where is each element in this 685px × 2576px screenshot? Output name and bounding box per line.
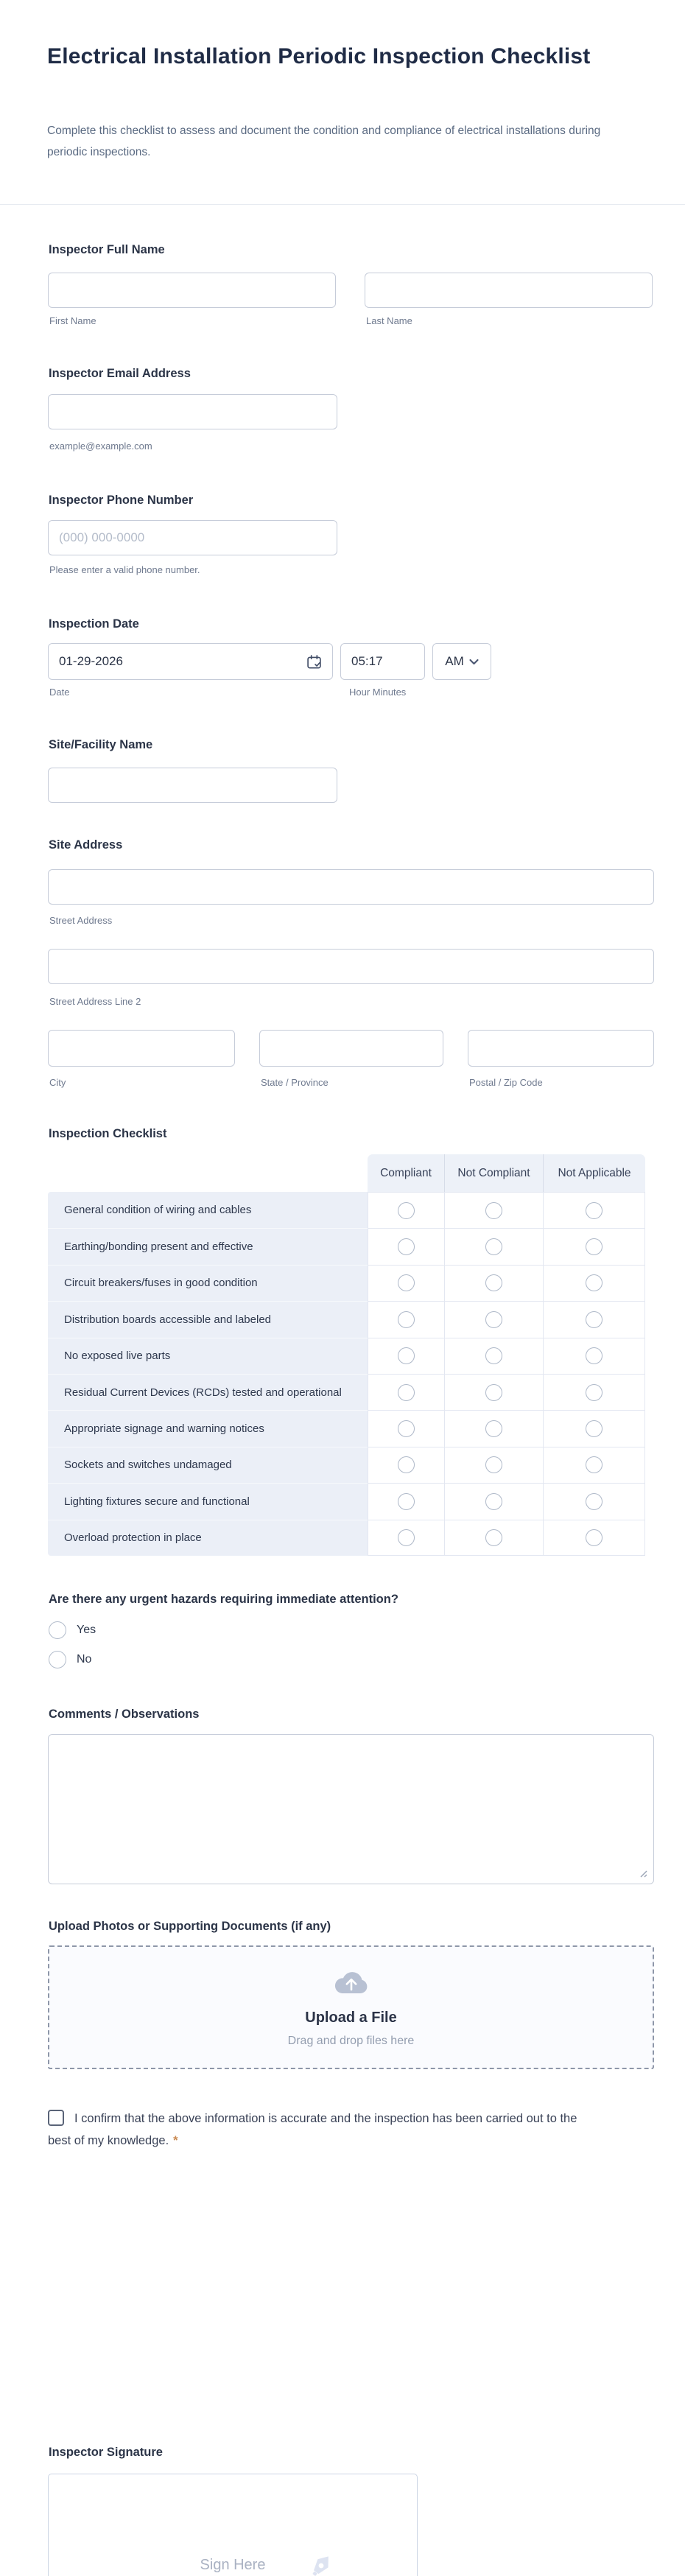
checklist-radio-button[interactable] xyxy=(485,1202,502,1219)
checklist-radio-button[interactable] xyxy=(485,1493,502,1510)
site-address-label: Site Address xyxy=(49,838,123,852)
hazards-yes-label: Yes xyxy=(77,1624,96,1636)
full-name-label: Inspector Full Name xyxy=(49,243,165,256)
checklist-radio-button[interactable] xyxy=(485,1238,502,1255)
checklist-radio-button[interactable] xyxy=(398,1384,415,1401)
checklist-radio-button[interactable] xyxy=(485,1274,502,1291)
required-asterisk: * xyxy=(173,2134,178,2147)
hazards-no-label: No xyxy=(77,1653,92,1666)
confirmation-row xyxy=(48,2108,597,2152)
checklist-radio-cell xyxy=(368,1410,444,1446)
upload-title: Upload a File xyxy=(305,2010,397,2026)
signature-label: Inspector Signature xyxy=(49,2446,163,2459)
checklist-radio-button[interactable] xyxy=(485,1529,502,1546)
textarea-resize-handle[interactable] xyxy=(638,1868,648,1878)
checklist-radio-cell xyxy=(543,1338,645,1374)
street-address2-input[interactable] xyxy=(48,949,654,984)
phone-input[interactable] xyxy=(48,520,337,555)
checklist-radio-cell xyxy=(444,1338,543,1374)
comments-textarea[interactable] xyxy=(48,1734,654,1884)
upload-dropzone[interactable] xyxy=(48,1945,654,2069)
zip-input[interactable] xyxy=(468,1030,654,1067)
checklist-corner-cell xyxy=(48,1154,368,1192)
checklist-radio-cell xyxy=(543,1483,645,1519)
hazards-yes-radio[interactable] xyxy=(49,1621,66,1639)
checklist-radio-cell xyxy=(444,1374,543,1410)
checklist-radio-button[interactable] xyxy=(398,1529,415,1546)
email-label: Inspector Email Address xyxy=(49,367,191,380)
checklist-radio-cell xyxy=(543,1228,645,1264)
checklist-radio-cell xyxy=(444,1520,543,1556)
confirmation-checkbox[interactable] xyxy=(48,2110,64,2126)
checklist-radio-cell xyxy=(368,1301,444,1337)
checklist-radio-button[interactable] xyxy=(586,1274,603,1291)
checklist-radio-button[interactable] xyxy=(586,1420,603,1437)
checklist-radio-button[interactable] xyxy=(586,1456,603,1473)
checklist-radio-button[interactable] xyxy=(398,1420,415,1437)
checklist-row-label: Overload protection in place xyxy=(48,1520,368,1556)
checklist-row-label: Sockets and switches undamaged xyxy=(48,1447,368,1483)
chevron-down-icon xyxy=(469,659,479,665)
checklist-radio-cell xyxy=(368,1265,444,1301)
checklist-radio-button[interactable] xyxy=(586,1529,603,1546)
checklist-radio-cell xyxy=(543,1192,645,1228)
checklist-radio-button[interactable] xyxy=(398,1274,415,1291)
checklist-radio-button[interactable] xyxy=(398,1347,415,1364)
checklist-column-header: Compliant xyxy=(368,1154,444,1192)
date-sublabel: Date xyxy=(49,687,70,698)
ampm-select[interactable] xyxy=(432,643,491,680)
checklist-radio-cell xyxy=(543,1410,645,1446)
checklist-radio-cell xyxy=(444,1483,543,1519)
comments-label: Comments / Observations xyxy=(49,1708,200,1721)
checklist-row-label: Distribution boards accessible and labeled xyxy=(48,1301,368,1337)
checklist-radio-button[interactable] xyxy=(485,1456,502,1473)
inspection-date-label: Inspection Date xyxy=(49,617,139,631)
street-address-sublabel: Street Address xyxy=(49,915,113,926)
checklist-radio-cell xyxy=(543,1374,645,1410)
checklist-radio-button[interactable] xyxy=(398,1311,415,1328)
checklist-radio-cell xyxy=(444,1265,543,1301)
first-name-sublabel: First Name xyxy=(49,315,96,326)
checklist-radio-button[interactable] xyxy=(398,1202,415,1219)
checklist-radio-cell xyxy=(368,1483,444,1519)
signature-hint: Sign Here xyxy=(200,2557,266,2573)
site-name-input[interactable] xyxy=(48,768,337,803)
state-input[interactable] xyxy=(259,1030,443,1067)
checklist-radio-cell xyxy=(368,1338,444,1374)
checklist-row-label: Appropriate signage and warning notices xyxy=(48,1410,368,1446)
checklist-radio-button[interactable] xyxy=(485,1384,502,1401)
hazards-no-radio[interactable] xyxy=(49,1651,66,1668)
street-address-input[interactable] xyxy=(48,869,654,905)
time-sublabel: Hour Minutes xyxy=(349,687,407,698)
checklist-row-label: Lighting fixtures secure and functional xyxy=(48,1483,368,1519)
checklist-radio-button[interactable] xyxy=(398,1456,415,1473)
street-address2-sublabel: Street Address Line 2 xyxy=(49,996,141,1007)
checklist-radio-button[interactable] xyxy=(485,1311,502,1328)
first-name-input[interactable] xyxy=(48,273,336,308)
checklist-radio-cell xyxy=(543,1265,645,1301)
phone-sublabel: Please enter a valid phone number. xyxy=(49,564,200,575)
signature-stroke-preview xyxy=(78,2554,358,2576)
checklist-radio-cell xyxy=(444,1410,543,1446)
checklist-radio-button[interactable] xyxy=(398,1238,415,1255)
checklist-radio-cell xyxy=(368,1228,444,1264)
zip-sublabel: Postal / Zip Code xyxy=(469,1077,543,1088)
checklist-column-header: Not Applicable xyxy=(543,1154,645,1192)
hazards-question: Are there any urgent hazards requiring immediate attention? xyxy=(49,1593,398,1606)
checklist-row-label: Residual Current Devices (RCDs) tested and operational xyxy=(48,1374,368,1410)
checklist-radio-button[interactable] xyxy=(586,1202,603,1219)
header-divider xyxy=(0,204,685,205)
checklist-radio-cell xyxy=(368,1520,444,1556)
email-input[interactable] xyxy=(48,394,337,429)
checklist-radio-cell xyxy=(444,1192,543,1228)
checklist-row-label: Circuit breakers/fuses in good condition xyxy=(48,1265,368,1301)
time-input[interactable] xyxy=(340,643,425,680)
date-input[interactable] xyxy=(48,643,333,680)
checklist-radio-button[interactable] xyxy=(398,1493,415,1510)
last-name-sublabel: Last Name xyxy=(366,315,412,326)
signature-pad[interactable] xyxy=(48,2474,418,2576)
checklist-row-label: Earthing/bonding present and effective xyxy=(48,1228,368,1264)
checklist-radio-button[interactable] xyxy=(485,1347,502,1364)
phone-label: Inspector Phone Number xyxy=(49,494,194,507)
checklist-label: Inspection Checklist xyxy=(49,1127,167,1140)
upload-label: Upload Photos or Supporting Documents (if any) xyxy=(49,1920,331,1933)
checklist-radio-cell xyxy=(368,1447,444,1483)
checklist-table xyxy=(48,1154,646,1556)
checklist-radio-button[interactable] xyxy=(586,1238,603,1255)
city-input[interactable] xyxy=(48,1030,235,1067)
checklist-row-label: No exposed live parts xyxy=(48,1338,368,1374)
last-name-input[interactable] xyxy=(365,273,653,308)
checklist-radio-cell xyxy=(368,1374,444,1410)
checklist-row-label: General condition of wiring and cables xyxy=(48,1192,368,1228)
checklist-radio-cell xyxy=(543,1447,645,1483)
checklist-radio-cell xyxy=(543,1520,645,1556)
checklist-radio-cell xyxy=(444,1447,543,1483)
checklist-radio-button[interactable] xyxy=(586,1347,603,1364)
site-name-label: Site/Facility Name xyxy=(49,738,153,751)
ampm-value: AM xyxy=(445,654,464,668)
checklist-radio-cell xyxy=(444,1301,543,1337)
form-description: Complete this checklist to assess and document the condition and compliance of electrical installations during periodic inspections. xyxy=(47,124,601,158)
checklist-radio-cell xyxy=(444,1228,543,1264)
city-sublabel: City xyxy=(49,1077,66,1088)
checklist-radio-cell xyxy=(543,1301,645,1337)
checklist-radio-button[interactable] xyxy=(586,1493,603,1510)
checklist-radio-button[interactable] xyxy=(485,1420,502,1437)
state-sublabel: State / Province xyxy=(261,1077,329,1088)
upload-cloud-icon xyxy=(334,1968,368,1995)
checklist-column-header: Not Compliant xyxy=(444,1154,543,1192)
confirmation-text: I confirm that the above information is accurate and the inspection has been carried out to the best of my knowledge. xyxy=(48,2112,577,2147)
upload-subtitle: Drag and drop files here xyxy=(287,2035,415,2047)
form-title: Electrical Installation Periodic Inspection Checklist xyxy=(47,44,591,69)
checklist-radio-button[interactable] xyxy=(586,1311,603,1328)
checklist-radio-cell xyxy=(368,1192,444,1228)
checklist-radio-button[interactable] xyxy=(586,1384,603,1401)
email-sublabel: example@example.com xyxy=(49,441,152,452)
